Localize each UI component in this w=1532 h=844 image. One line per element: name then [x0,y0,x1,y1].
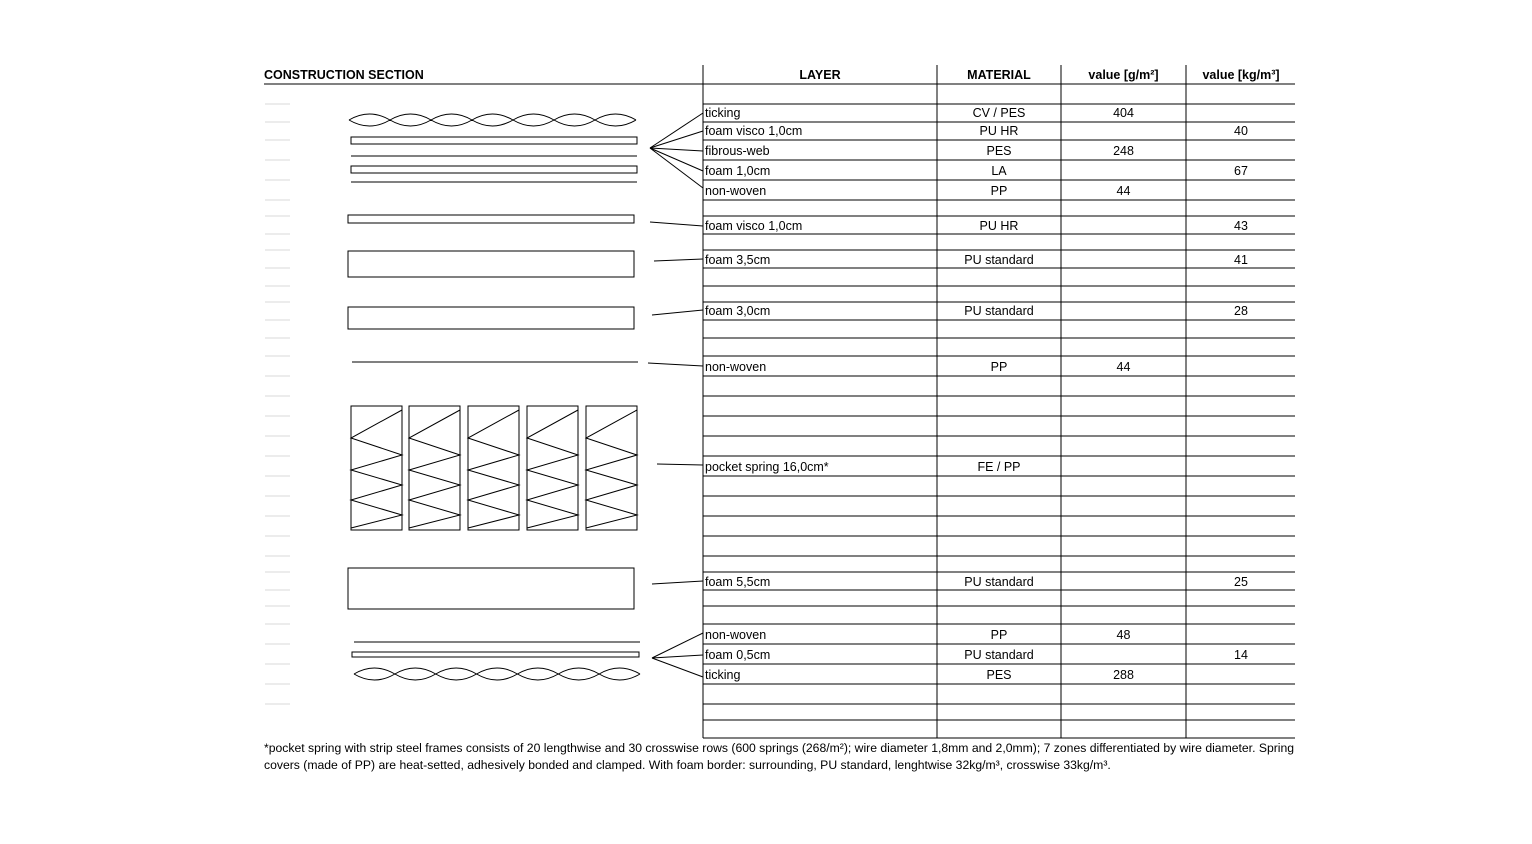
row-material-cell: CV / PES [972,106,1026,120]
row-layer-cell: ticking [705,668,741,682]
row-kgm3-cell: 28 [1234,304,1248,318]
row-layer-cell: foam 3,5cm [705,253,771,267]
spring-cell-icon [409,406,460,530]
pocket-springs-icon [351,406,637,530]
section-illustration [348,113,703,680]
row-layer-cell: non-woven [705,360,767,374]
row-kgm3-cell: 40 [1234,124,1248,138]
row-kgm3-cell: 14 [1234,648,1248,662]
ticking-bottom-icon [354,668,640,680]
header-construction-section: CONSTRUCTION SECTION [264,68,424,82]
foam-latex-icon [351,166,637,173]
header-layer: LAYER [799,68,841,82]
foam-5-5-icon [348,568,634,609]
row-gm2-cell: 288 [1113,668,1134,682]
row-material-cell: PP [990,628,1008,642]
row-layer-cell: ticking [705,106,741,120]
header-value-gm2: value [g/m²] [1088,68,1159,82]
row-gm2-cell: 48 [1116,628,1131,642]
row-material-cell: PP [990,184,1008,198]
row-material-cell: PU standard [964,253,1034,267]
row-gm2-cell: 44 [1116,184,1131,198]
row-material-cell: PU standard [964,575,1034,589]
foam-3-5-icon [348,251,634,277]
row-layer-cell: foam 0,5cm [705,648,771,662]
row-material-cell: PES [986,144,1012,158]
foam-visco-2-icon [348,215,634,223]
row-material-cell: PU standard [964,304,1034,318]
row-kgm3-cell: 43 [1234,219,1248,233]
row-stubs [265,104,290,704]
row-layer-cell: foam visco 1,0cm [705,124,803,138]
row-layer-cell: foam 5,5cm [705,575,771,589]
header-value-kgm3: value [kg/m³] [1202,68,1280,82]
spring-cell-icon [586,406,637,530]
row-kgm3-cell: 41 [1234,253,1248,267]
row-layer-cell: foam 1,0cm [705,164,771,178]
row-material-cell: PES [986,668,1012,682]
ticking-top-icon [349,114,636,126]
header-material: MATERIAL [967,68,1031,82]
foam-3-0-icon [348,307,634,329]
spring-cell-icon [527,406,578,530]
row-gm2-cell: 404 [1113,106,1134,120]
row-layer-cell: pocket spring 16,0cm* [705,460,829,474]
row-material-cell: LA [991,164,1007,178]
row-kgm3-cell: 25 [1234,575,1248,589]
row-layer-cell: non-woven [705,628,767,642]
foam-0-5-icon [352,652,639,657]
leader-lines [648,113,703,677]
row-material-cell: PP [990,360,1008,374]
spring-cell-icon [468,406,519,530]
row-material-cell: FE / PP [977,460,1021,474]
spring-cell-icon [351,406,402,530]
footnote: *pocket spring with strip steel frames consists of 20 lengthwise and 30 crosswise rows (600 springs (268/m²); wire diameter 1,8mm and 2,0mm); 7 zones differentiated by wire diameter. Spring covers (made of PP) are heat-setted, adhesively bonded and clamped. With foam border: surrounding, PU standard, lenghtwise 32kg/m³, crosswise 33kg/m³. [264,741,1295,772]
foam-visco-top-icon [351,137,637,144]
row-kgm3-cell: 67 [1234,164,1248,178]
row-material-cell: PU HR [979,124,1019,138]
row-layer-cell: foam visco 1,0cm [705,219,803,233]
row-layer-cell: foam 3,0cm [705,304,771,318]
row-layer-cell: fibrous-web [705,144,770,158]
row-material-cell: PU standard [964,648,1034,662]
row-gm2-cell: 248 [1113,144,1134,158]
row-material-cell: PU HR [979,219,1019,233]
row-layer-cell: non-woven [705,184,767,198]
row-gm2-cell: 44 [1116,360,1131,374]
